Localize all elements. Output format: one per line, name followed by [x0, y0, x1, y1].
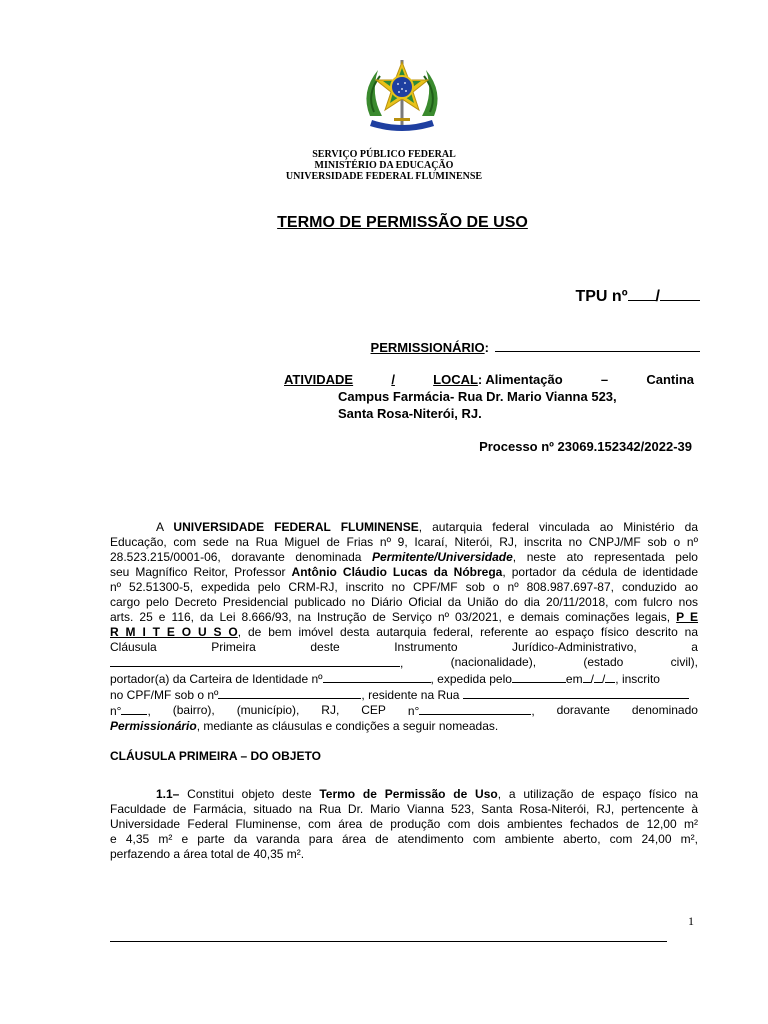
para-l12a: no CPF/MF sob o nº	[110, 688, 219, 702]
blank-numero	[121, 703, 147, 715]
item11-l1c: Termo de Permissão de Uso	[319, 787, 498, 801]
para-line-12	[110, 687, 698, 703]
para-line-10	[110, 655, 698, 671]
para-l10-comma: ,	[400, 656, 404, 670]
header-line-2: MINISTÉRIO DA EDUCAÇÃO	[314, 160, 454, 171]
para-l13-c1: ,	[147, 704, 151, 718]
para-l4b: Antônio Cláudio Lucas da Nóbrega	[291, 565, 503, 579]
atividade-line-3: Santa Rosa-Niterói, RJ.	[338, 406, 482, 421]
para-line-9	[110, 640, 698, 655]
processo-number: Processo nº 23069.152342/2022-39	[479, 439, 692, 454]
para-l3c: , neste ato representada pelo	[512, 550, 698, 564]
para-l11b: , expedida pelo	[430, 672, 512, 686]
para-l13-c2: ,	[531, 704, 535, 718]
blank-year	[605, 671, 615, 683]
footer-rule	[110, 941, 667, 942]
atividade-local-block	[284, 371, 694, 422]
para-l11e: , inscrito	[615, 672, 660, 686]
main-paragraph	[110, 520, 698, 734]
para-l13-municipio: (município),	[236, 703, 300, 717]
para-line-14	[110, 719, 698, 734]
para-l11d-1: /	[590, 672, 594, 686]
atividade-label: ATIVIDADE	[284, 372, 354, 387]
para-line-1	[110, 520, 698, 535]
item11-l1b: Constitui objeto deste	[187, 787, 320, 801]
blank-identidade	[323, 671, 431, 683]
para-line-6: cargo pelo Decreto Presidencial publicado no Diário Oficial da União do dia 20/11/2018, com fulcro nos	[110, 595, 698, 609]
permissionario-label: PERMISSIONÁRIO	[370, 340, 485, 355]
para-l3a: 28.523.215/0001-06, doravante denominada	[110, 550, 373, 564]
atividade-w2: Cantina	[646, 372, 694, 387]
item11-line-2: Faculdade de Farmácia, situado na Rua Dr. Mario Vianna 523, Santa Rosa-Niterói, RJ, pertencente à	[110, 802, 698, 816]
item11-line-3: Universidade Federal Fluminense, com área de produção com dois ambientes fechados de 12,00 m²	[110, 817, 698, 831]
para-l7a: arts. 25 e 116, da Lei 8.666/93, na Instrução de Serviço nº 03/2021, e demais cominações legais,	[110, 610, 677, 624]
para-l8b: , de bem imóvel desta autarquia federal, referente ao espaço físico descrito na	[237, 625, 699, 639]
para-line-4	[110, 565, 698, 580]
para-l13-cep: CEP	[361, 703, 386, 717]
item11-line-5: perfazendo a área total de 40,35 m².	[110, 847, 305, 861]
atividade-dash: –	[600, 372, 609, 387]
para-l14b: , mediante as cláusulas e condições a seguir nomeadas.	[196, 719, 499, 733]
para-l13-bairro: (bairro),	[172, 703, 215, 717]
permissionario-colon: :	[484, 340, 489, 355]
para-l12b: , residente na Rua	[361, 688, 460, 702]
blank-name	[110, 655, 400, 667]
para-l14a: Permissionário	[110, 719, 197, 733]
para-l1a: A	[156, 520, 174, 534]
para-l4a: seu Magnífico Reitor, Professor	[110, 565, 292, 579]
para-l13-rj: RJ,	[321, 703, 340, 717]
tpu-number	[575, 286, 700, 306]
para-l8a: R M I T E O U S O	[110, 625, 238, 639]
para-l9-w6: a	[691, 640, 698, 654]
para-l13-n2: n°	[407, 704, 420, 718]
para-l13-denominado: denominado	[631, 703, 698, 717]
header-line-1: SERVIÇO PÚBLICO FEDERAL	[312, 149, 456, 160]
atividade-w1: : Alimentação	[477, 372, 563, 387]
para-l11c: em	[565, 672, 583, 686]
blank-rua	[463, 687, 689, 699]
para-l7b: P E	[676, 610, 699, 624]
para-line-13	[110, 703, 698, 719]
item11-num: 1.1–	[156, 787, 188, 801]
brazil-coat-of-arms-icon	[356, 58, 448, 134]
para-l10-civil: civil),	[670, 655, 698, 669]
para-line-2: Educação, com sede na Rua Miguel de Frias nº 9, Icaraí, Niterói, RJ, inscrita no CNPJ/MF sob o nº	[110, 535, 698, 549]
atividade-line-2: Campus Farmácia- Rua Dr. Mario Vianna 523,	[338, 389, 617, 404]
permissionario-line	[371, 338, 700, 355]
para-line-5: nº 52.51300-5, expedida pelo CRM-RJ, inscrito no CPF/MF sob o nº 808.987.697-87, conduzido ao	[110, 580, 698, 594]
para-l9-w2: Primeira	[211, 640, 256, 654]
item11-line-4: e 4,35 m² e parte da varanda para área de atendimento com ambiente aberto, com 24,00 m²,	[110, 832, 698, 846]
para-l11d-2: /	[601, 672, 606, 686]
blank-orgao	[512, 671, 566, 683]
para-l9-w5: Jurídico-Administrativo,	[512, 640, 637, 654]
item11-l1d: , a utilização de espaço físico na	[497, 787, 699, 801]
para-l1b: UNIVERSIDADE FEDERAL FLUMINENSE	[173, 520, 419, 534]
para-l11a: portador(a) da Carteira de Identidade nº	[110, 672, 323, 686]
para-line-8	[110, 625, 698, 640]
atividade-slash: /	[391, 372, 395, 387]
para-l10-estado: (estado	[583, 655, 624, 669]
para-l9-w1: Cláusula	[110, 640, 157, 654]
para-line-7	[110, 610, 698, 625]
para-l4c: , portador da cédula de identidade	[502, 565, 698, 579]
tpu-blank-year	[660, 286, 700, 301]
blank-cpf	[218, 687, 361, 699]
document-title: TERMO DE PERMISSÃO DE USO	[277, 214, 528, 231]
para-l13-doravante: doravante	[556, 703, 610, 717]
para-l1c: , autarquia federal vinculada ao Ministério da	[418, 520, 698, 534]
blank-cep	[419, 703, 531, 715]
para-l9-w4: Instrumento	[394, 640, 458, 654]
para-l3b: Permitente/Universidade	[372, 550, 513, 564]
para-line-3	[110, 550, 698, 565]
local-label: LOCAL	[433, 372, 478, 387]
para-l13-n1: n°	[110, 704, 122, 718]
tpu-label: TPU nº	[575, 288, 628, 305]
para-l9-w3: deste	[310, 640, 340, 654]
blank-day	[583, 671, 591, 683]
blank-month	[594, 671, 602, 683]
para-l10-nac: (nacionalidade),	[450, 655, 537, 669]
item11-line-1	[110, 787, 698, 802]
permissionario-blank	[495, 338, 700, 352]
page-number: 1	[688, 914, 694, 928]
item-1-1	[110, 787, 698, 862]
header-line-3: UNIVERSIDADE FEDERAL FLUMINENSE	[285, 171, 483, 182]
para-line-11	[110, 671, 698, 687]
clause-1-title: CLÁUSULA PRIMEIRA – DO OBJETO	[110, 749, 321, 763]
tpu-sep: /	[655, 288, 660, 305]
tpu-blank-number	[628, 286, 656, 301]
